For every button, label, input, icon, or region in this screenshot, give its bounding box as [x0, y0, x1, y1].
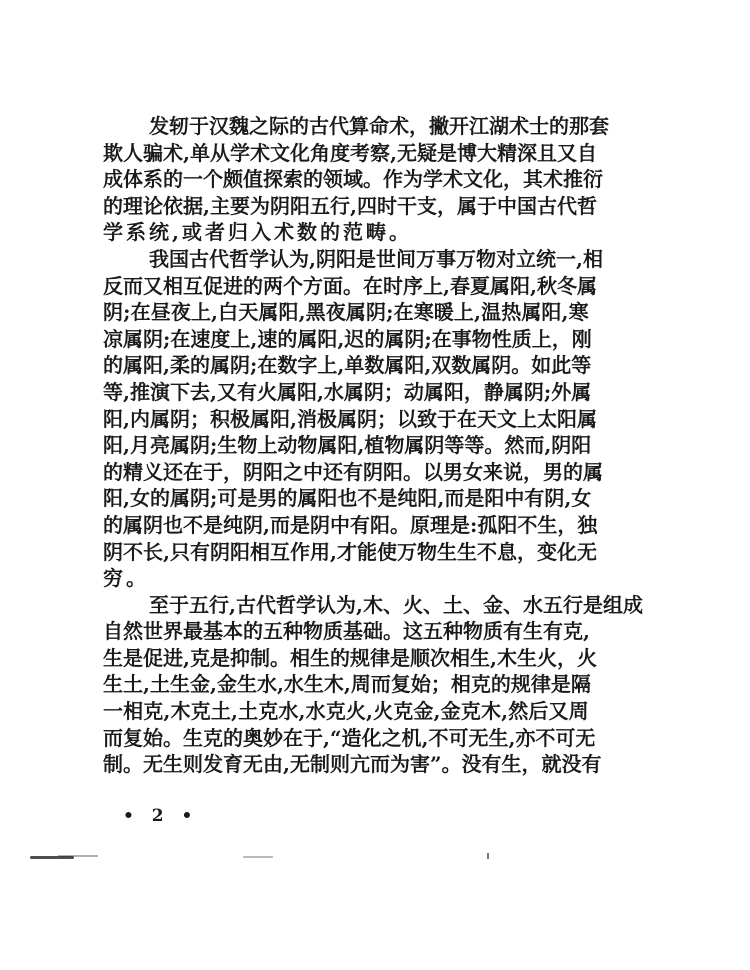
text-line: 的 理 论 依 据 , 主 要 为 阴 阳 五 行 , 四 时 干 支 ， 属 于 中 国 古 代 哲: [103, 193, 597, 218]
text-line: 等 , 推 演 下 去 , 又 有 火 属 阳 , 水 属 阴 ； 动 属 阳 ， 静 属 阴 ; 外 属: [103, 379, 592, 404]
text-line: 阳 , 内 属 阴 ； 积 极 属 阳 , 消 极 属 阴 ； 以 致 于 在 天 文 上 太 阳 属: [103, 406, 597, 431]
text-line: 自 然 世 界 最 基 本 的 五 种 物 质 基 础 。 这 五 种 物 质 有 生 有 克 ,: [103, 619, 590, 644]
text-line: 阴 不 长 , 只 有 阴 阳 相 互 作 用 , 才 能 使 万 物 生 生 不 息 ， 变 化 无: [103, 539, 597, 564]
text-line: 生 是 促 进 , 克 是 抑 制 。 相 生 的 规 律 是 顺 次 相 生 , 木 生 火 ， 火: [103, 645, 597, 670]
text-line: 的 精 义 还 在 于 ， 阴 阳 之 中 还 有 阴 阳 。 以 男 女 来 说 ， 男 的 属: [103, 459, 603, 484]
text-line: 反 而 又 相 互 促 进 的 两 个 方 面 。 在 时 序 上 , 春 夏 属 阳 , 秋 冬 属: [103, 273, 597, 298]
text-line: 阴 ; 在 昼 夜 上 , 白 天 属 阳 , 黑 夜 属 阴 ; 在 寒 暖 上 , 温 热 属 阳 , 寒: [103, 300, 589, 325]
page-number: • 2 •: [123, 806, 199, 826]
body-text: [103, 113, 643, 778]
text-line: 阳 , 月 亮 属 阴 ; 生 物 上 动 物 属 阳 , 植 物 属 阴 等 等 。 然 而 , 阴 阳: [103, 433, 592, 458]
scan-smudge: [243, 856, 273, 858]
text-line: 生 土 , 土 生 金 , 金 生 水 , 水 生 木 , 周 而 复 始 ； 相 克 的 规 律 是 隔: [103, 672, 591, 697]
scan-smudge: [58, 855, 98, 857]
text-line: 一 相 克 , 木 克 土 , 土 克 水 , 水 克 火 , 火 克 金 , 金 克 木 , 然 后 又 周: [103, 699, 589, 724]
text-line: 我 国 古 代 哲 学 认 为 , 阴 阳 是 世 间 万 事 万 物 对 立 统 一 , 相: [149, 246, 603, 271]
scan-smudge: [487, 853, 489, 859]
text-line: 成 体 系 的 一 个 颇 值 探 索 的 领 域 。 作 为 学 术 文 化 ， 其 术 推 衍: [103, 167, 603, 192]
text-line: 学系统,或者归入术数的范畴。: [103, 220, 412, 245]
text-line: 穷。: [103, 566, 149, 591]
text-line: 制 。 无 生 则 发 育 无 由 , 无 制 则 亢 而 为 害 ” 。 没 有 生 ， 就 没 有: [103, 752, 602, 777]
text-line: 发 轫 于 汉 魏 之 际 的 古 代 算 命 术 ， 撇 开 江 湖 术 士 的 那 套: [149, 114, 609, 138]
text-line: 的 属 阴 也 不 是 纯 阴 , 而 是 阴 中 有 阳 。 原 理 是 : 孤 阳 不 生 ， 独: [103, 512, 598, 537]
text-line: 而 复 始 。 生 克 的 奥 妙 在 于 , “ 造 化 之 机 , 不 可 无 生 , 亦 不 可 无: [103, 725, 596, 750]
text-line: 欺 人 骗 术 , 单 从 学 术 文 化 角 度 考 察 , 无 疑 是 博 大 精 深 且 又 自: [103, 140, 597, 165]
text-line: 至 于 五 行 , 古 代 哲 学 认 为 , 木 、 火 、 土 、 金 、 水 五 行 是 组 成: [149, 592, 643, 617]
text-line: 凉 属 阴 ; 在 速 度 上 , 速 的 属 阳 , 迟 的 属 阴 ; 在 事 物 性 质 上 ， 刚: [103, 326, 592, 351]
text-line: 阳 , 女 的 属 阴 ; 可 是 男 的 属 阳 也 不 是 纯 阳 , 而 是 阳 中 有 阴 , 女: [103, 486, 592, 511]
text-line: 的 属 阳 , 柔 的 属 阴 ; 在 数 字 上 , 单 数 属 阳 , 双 数 属 阴 。 如 此 等: [103, 353, 592, 378]
